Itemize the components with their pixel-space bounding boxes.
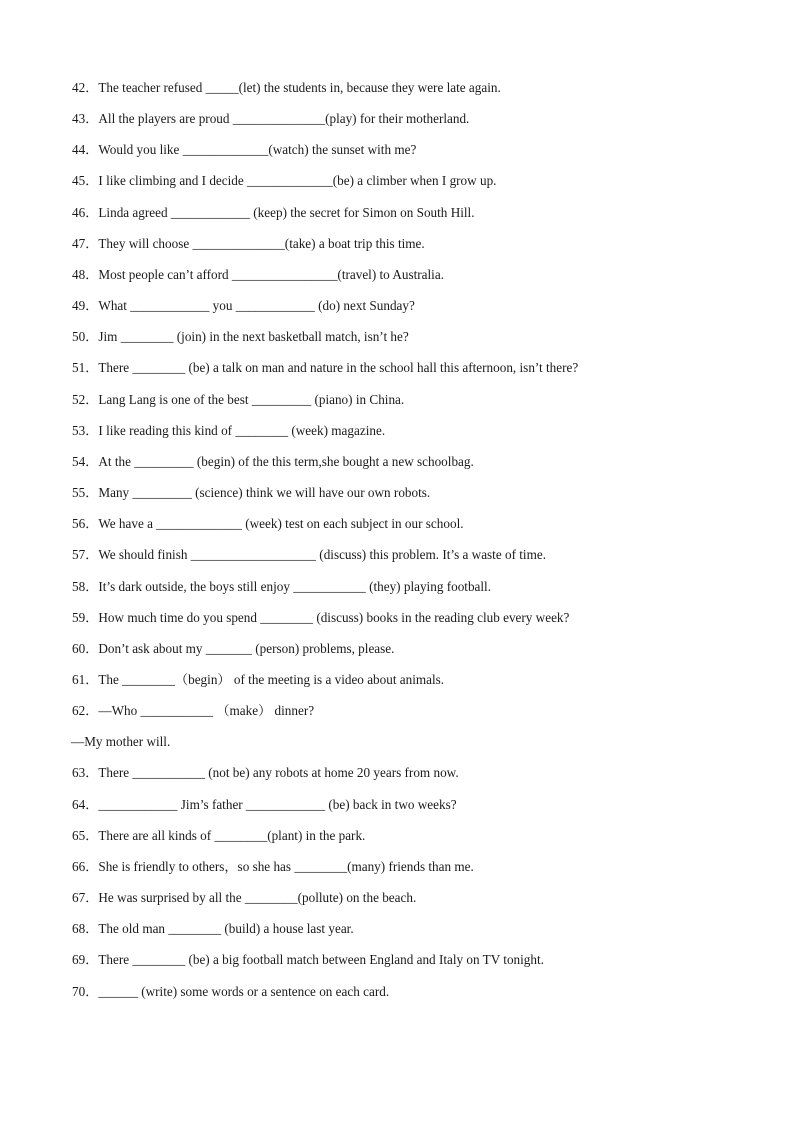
exercise-number: 63． bbox=[72, 765, 99, 781]
exercise-sentence: We have a _____________ (week) test on each subject in our school. bbox=[98, 516, 464, 532]
exercise-sentence: How much time do you spend ________ (discuss) books in the reading club every week? bbox=[98, 609, 570, 625]
exercise-sentence: Jim ________ (join) in the next basketball match, isn’t he? bbox=[98, 329, 409, 345]
exercise-list bbox=[72, 78, 762, 1013]
exercise-number: 44． bbox=[72, 142, 99, 158]
exercise-number: 68． bbox=[72, 921, 99, 937]
exercise-item bbox=[72, 763, 762, 794]
exercise-number: 47． bbox=[72, 235, 99, 251]
exercise-sentence: He was surprised by all the ________(pollute) on the beach. bbox=[98, 890, 417, 906]
exercise-sentence: We should finish ___________________ (discuss) this problem. It’s a waste of time. bbox=[98, 547, 547, 563]
exercise-item bbox=[72, 390, 762, 421]
exercise-number: 60． bbox=[72, 640, 99, 656]
exercise-item bbox=[72, 950, 762, 981]
exercise-item bbox=[72, 109, 762, 140]
exercise-number: 61． bbox=[72, 671, 99, 687]
exercise-number: 62． bbox=[72, 703, 99, 719]
exercise-item bbox=[72, 78, 762, 109]
exercise-sentence: Don’t ask about my _______ (person) problems, please. bbox=[98, 640, 395, 656]
exercise-number: 50． bbox=[72, 329, 99, 345]
exercise-item bbox=[72, 888, 762, 919]
exercise-sentence: Many _________ (science) think we will have our own robots. bbox=[98, 485, 431, 501]
exercise-number: 54． bbox=[72, 453, 99, 469]
exercise-item bbox=[72, 545, 762, 576]
exercise-sentence: —My mother will. bbox=[71, 734, 171, 750]
exercise-sentence: Most people can’t afford ________________(travel) to Australia. bbox=[98, 266, 444, 282]
exercise-sentence: They will choose ______________(take) a boat trip this time. bbox=[98, 235, 425, 251]
exercise-number: 49． bbox=[72, 298, 99, 314]
exercise-sentence: There ________ (be) a big football match between England and Italy on TV tonight. bbox=[98, 952, 544, 968]
exercise-sentence: ____________ Jim’s father ____________ (be) back in two weeks? bbox=[98, 796, 457, 812]
exercise-item bbox=[72, 857, 762, 888]
exercise-sentence: I like climbing and I decide _____________(be) a climber when I grow up. bbox=[98, 173, 497, 189]
exercise-number: 48． bbox=[72, 266, 99, 282]
exercise-number: 51． bbox=[72, 360, 99, 376]
exercise-item bbox=[72, 421, 762, 452]
exercise-sentence: What ____________ you ____________ (do) next Sunday? bbox=[98, 298, 415, 314]
exercise-number: 56． bbox=[72, 516, 99, 532]
exercise-number: 42． bbox=[72, 80, 99, 95]
exercise-sentence: Would you like _____________(watch) the sunset with me? bbox=[98, 142, 417, 158]
exercise-item bbox=[72, 140, 762, 171]
exercise-number: 53． bbox=[72, 422, 99, 438]
exercise-sentence: All the players are proud ______________(play) for their motherland. bbox=[98, 111, 470, 127]
exercise-item bbox=[72, 826, 762, 857]
exercise-number: 58． bbox=[72, 578, 99, 594]
exercise-item bbox=[72, 265, 762, 296]
exercise-sentence: There are all kinds of ________(plant) in the park. bbox=[98, 827, 366, 843]
exercise-number: 67． bbox=[72, 890, 99, 906]
exercise-item bbox=[72, 358, 762, 389]
exercise-sentence: Linda agreed ____________ (keep) the secret for Simon on South Hill. bbox=[98, 204, 475, 220]
exercise-sentence: The teacher refused _____(let) the students in, because they were late again. bbox=[98, 80, 501, 95]
exercise-number: 59． bbox=[72, 609, 99, 625]
exercise-item bbox=[72, 234, 762, 265]
exercise-item bbox=[72, 982, 762, 1013]
exercise-number: 55． bbox=[72, 485, 99, 501]
exercise-item bbox=[72, 639, 762, 670]
exercise-item bbox=[72, 919, 762, 950]
exercise-item bbox=[72, 327, 762, 358]
exercise-number: 70． bbox=[72, 983, 99, 999]
exercise-number: 64． bbox=[72, 796, 99, 812]
exercise-sentence: It’s dark outside, the boys still enjoy ___________ (they) playing football. bbox=[98, 578, 492, 594]
exercise-item bbox=[72, 670, 762, 701]
exercise-sentence: Lang Lang is one of the best _________ (piano) in China. bbox=[98, 391, 405, 407]
exercise-sentence: I like reading this kind of ________ (week) magazine. bbox=[98, 422, 386, 438]
exercise-item bbox=[72, 296, 762, 327]
exercise-item bbox=[72, 514, 762, 545]
exercise-sentence: The old man ________ (build) a house last year. bbox=[98, 921, 354, 937]
exercise-item bbox=[72, 452, 762, 483]
exercise-number: 57． bbox=[72, 547, 99, 563]
exercise-sentence: At the _________ (begin) of the this term,she bought a new schoolbag. bbox=[98, 453, 474, 469]
exercise-number: 52． bbox=[72, 391, 99, 407]
exercise-item bbox=[72, 701, 762, 732]
exercise-sentence: The ________（begin） of the meeting is a video about animals. bbox=[98, 671, 445, 687]
exercise-number: 46． bbox=[72, 204, 99, 220]
exercise-sentence: There ___________ (not be) any robots at home 20 years from now. bbox=[98, 765, 459, 781]
exercise-item bbox=[72, 577, 762, 608]
exercise-number: 45． bbox=[72, 173, 99, 189]
exercise-sentence: There ________ (be) a talk on man and nature in the school hall this afternoon, isn’t there? bbox=[98, 360, 579, 376]
exercise-number: 65． bbox=[72, 827, 99, 843]
exercise-sentence: She is friendly to others，so she has ________(many) friends than me. bbox=[98, 858, 474, 874]
exercise-number: 69． bbox=[72, 952, 99, 968]
exercise-item bbox=[72, 795, 762, 826]
dialogue-answer-line bbox=[72, 732, 762, 763]
exercise-sentence: —Who ___________ （make） dinner? bbox=[98, 703, 315, 719]
exercise-item bbox=[72, 171, 762, 202]
exercise-number: 43． bbox=[72, 111, 99, 127]
exercise-item bbox=[72, 203, 762, 234]
exercise-item bbox=[72, 608, 762, 639]
exercise-sentence: ______ (write) some words or a sentence on each card. bbox=[98, 983, 390, 999]
exercise-item bbox=[72, 483, 762, 514]
exercise-number: 66． bbox=[72, 858, 99, 874]
